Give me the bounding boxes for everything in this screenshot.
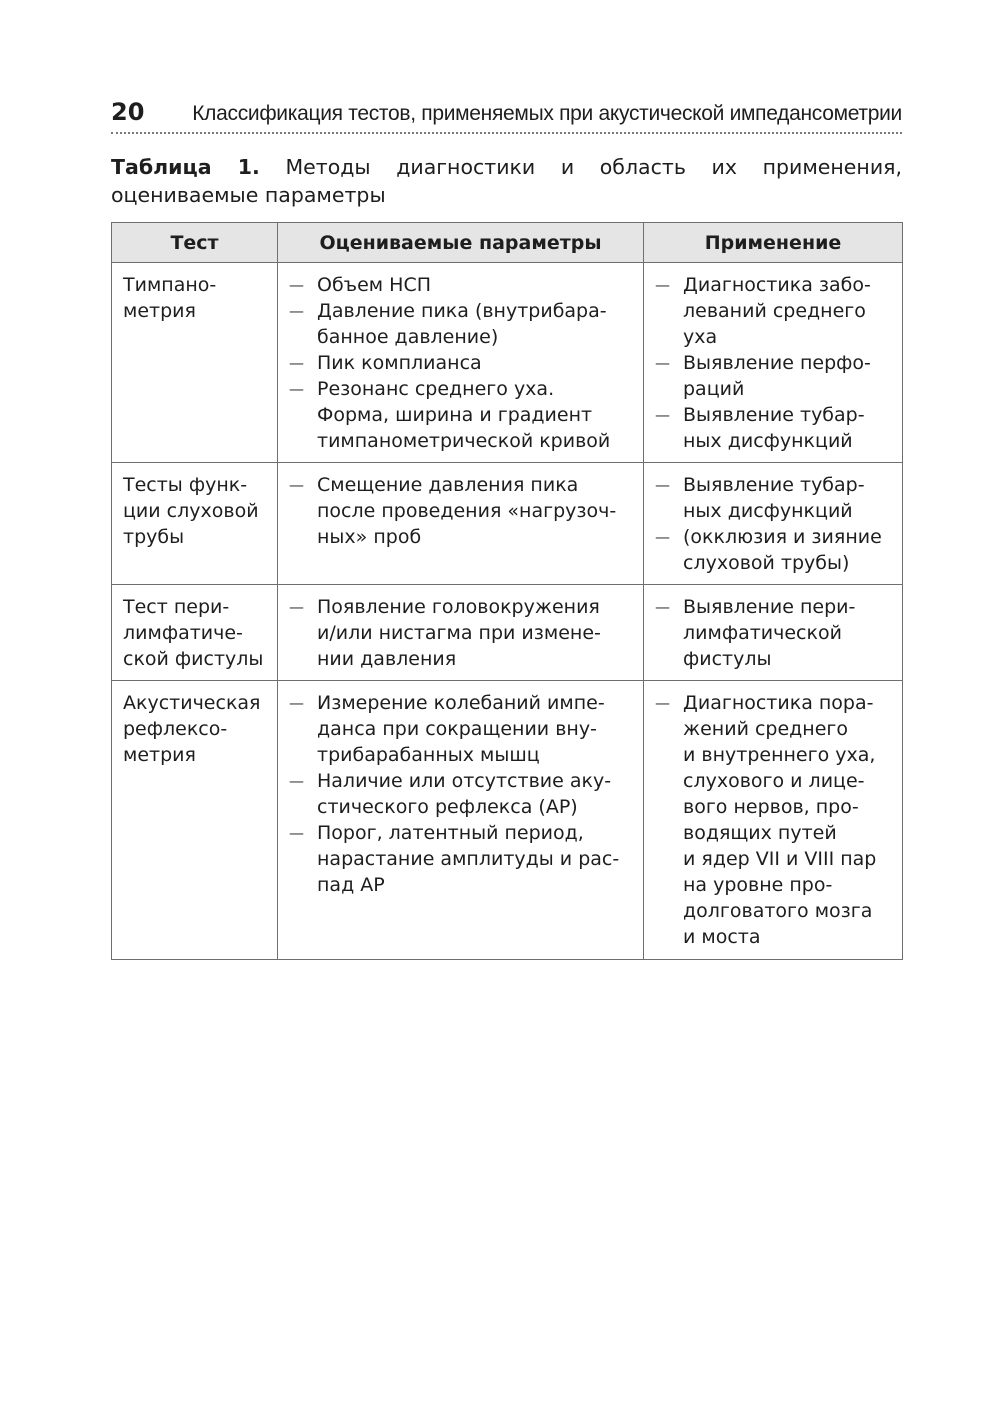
parameter-item: — Давление пика (внутрибара- банное давление) xyxy=(289,298,639,350)
table-header-row xyxy=(112,223,903,263)
parameter-item: — Порог, латентный период, нарастание амплитуды и рас- пад АР xyxy=(289,820,639,898)
test-name: Тест пери- лимфатиче- ской фистулы xyxy=(123,596,264,670)
application-item: — Диагностика пора- жений среднего и внутреннего уха, слухового и лице- вого нервов, про- водящих путей и ядер VII и VIII пар на уровне про- долговатого мозга и моста xyxy=(655,690,898,950)
parameters-cell xyxy=(278,585,644,681)
parameters-cell xyxy=(278,681,644,960)
application-cell xyxy=(644,463,903,585)
column-header-application: Применение xyxy=(644,223,903,263)
test-name: Акустическая рефлексо- метрия xyxy=(123,692,261,766)
parameter-item: — Появление головокружения и/или нистагма при измене- нии давления xyxy=(289,594,639,672)
table-row xyxy=(112,681,903,960)
parameter-item: — Наличие или отсутствие аку- стического рефлекса (АР) xyxy=(289,768,639,820)
parameters-cell xyxy=(278,463,644,585)
test-name-cell xyxy=(112,463,278,585)
table-row xyxy=(112,463,903,585)
table-row xyxy=(112,263,903,463)
parameter-item: — Смещение давления пика после проведения «нагрузоч- ных» проб xyxy=(289,472,639,550)
page-header xyxy=(111,96,902,134)
column-header-parameters: Оцениваемые параметры xyxy=(278,223,644,263)
parameter-item: — Объем НСП xyxy=(289,272,639,298)
parameter-item: — Измерение колебаний импе- данса при сокращении вну- трибарабанных мышц xyxy=(289,690,639,768)
test-name-cell xyxy=(112,585,278,681)
caption-text: Методы диагностики и область их применения, оцениваемые параметры xyxy=(111,155,902,207)
application-item: — (окклюзия и зияние слуховой трубы) xyxy=(655,524,898,576)
application-cell xyxy=(644,263,903,463)
application-cell xyxy=(644,585,903,681)
column-header-test: Тест xyxy=(112,223,278,263)
application-item: — Выявление тубар- ных дисфункций xyxy=(655,472,898,524)
running-title: Классификация тестов, применяемых при акустической импедансометрии xyxy=(192,102,902,125)
test-name-cell xyxy=(112,263,278,463)
parameter-item: — Резонанс среднего уха. Форма, ширина и градиент тимпанометрической кривой xyxy=(289,376,639,454)
test-name: Тимпано- метрия xyxy=(123,274,217,322)
application-item: — Выявление пери- лимфатической фистулы xyxy=(655,594,898,672)
test-name: Тесты функ- ции слуховой трубы xyxy=(123,474,259,548)
application-item: — Диагностика забо- леваний среднего уха xyxy=(655,272,898,350)
caption-label: Таблица 1. xyxy=(111,155,260,179)
parameter-item: — Пик комплианса xyxy=(289,350,639,376)
table-row xyxy=(112,585,903,681)
parameters-cell xyxy=(278,263,644,463)
application-item: — Выявление тубар- ных дисфункций xyxy=(655,402,898,454)
methods-table xyxy=(111,222,903,960)
application-item: — Выявление перфо- раций xyxy=(655,350,898,402)
test-name-cell xyxy=(112,681,278,960)
page-number: 20 xyxy=(111,98,145,126)
application-cell xyxy=(644,681,903,960)
table-caption xyxy=(111,153,902,209)
